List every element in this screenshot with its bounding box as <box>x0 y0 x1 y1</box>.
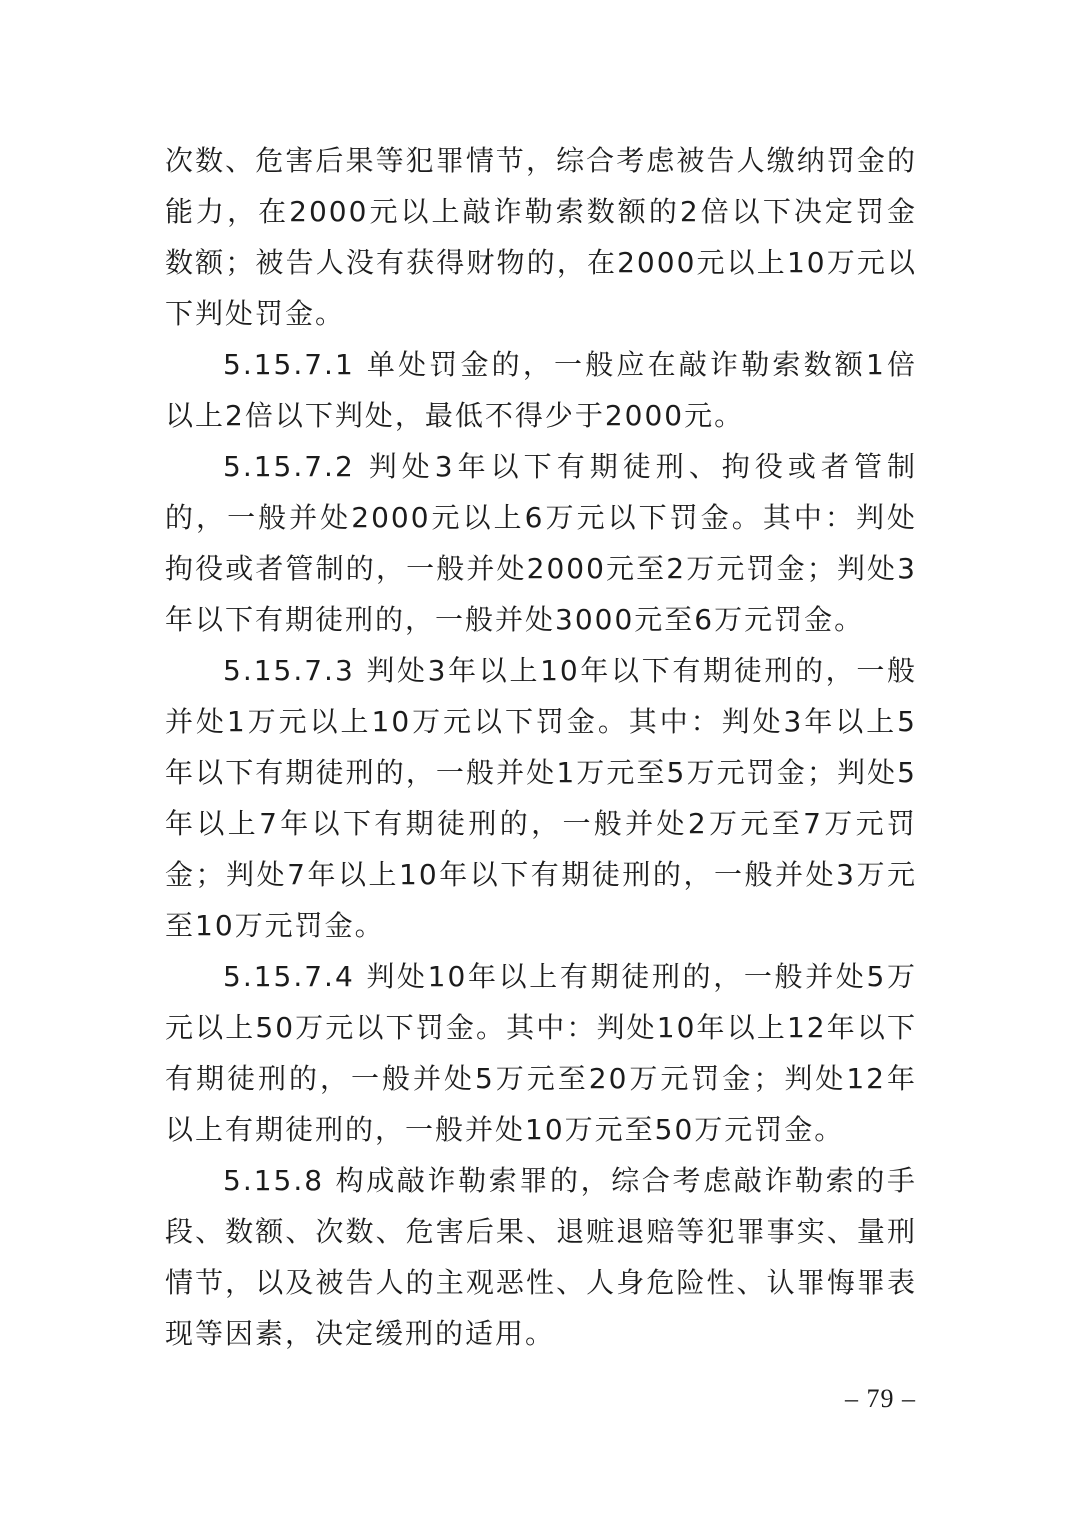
paragraph-5-15-7-3: 5.15.7.3 判处3年以上10年以下有期徒刑的，一般并处1万元以上10万元以下罚金。其中：判处3年以上5年以下有期徒刑的，一般并处1万元至5万元罚金；判处5年以上7年以下有期徒刑的，一般并处2万元至7万元罚金；判处7年以上10年以下有期徒刑的，一般并处3万元至10万元罚金。 <box>165 654 917 942</box>
paragraph-5-15-7-2: 5.15.7.2 判处3年以下有期徒刑、拘役或者管制的，一般并处2000元以上6万元以下罚金。其中：判处拘役或者管制的，一般并处2000元至2万元罚金；判处3年以下有期徒刑的，一般并处3000元至6万元罚金。 <box>165 450 917 636</box>
paragraph-5-15-7-4: 5.15.7.4 判处10年以上有期徒刑的，一般并处5万元以上50万元以下罚金。其中：判处10年以上12年以下有期徒刑的，一般并处5万元至20万元罚金；判处12年以上有期徒刑的，一般并处10万元至50万元罚金。 <box>165 960 917 1146</box>
paragraph-continuation: 次数、危害后果等犯罪情节，综合考虑被告人缴纳罚金的能力，在2000元以上敲诈勒索数额的2倍以下决定罚金数额；被告人没有获得财物的，在2000元以上10万元以下判处罚金。 <box>165 144 917 330</box>
body-text <box>165 135 917 1359</box>
page-number: – 79 – <box>845 1384 916 1413</box>
paragraph-5-15-8: 5.15.8 构成敲诈勒索罪的，综合考虑敲诈勒索的手段、数额、次数、危害后果、退赃退赔等犯罪事实、量刑情节，以及被告人的主观恶性、人身危险性、认罪悔罪表现等因素，决定缓刑的适用。 <box>165 1164 917 1350</box>
paragraph-5-15-7-1: 5.15.7.1 单处罚金的，一般应在敲诈勒索数额1倍以上2倍以下判处，最低不得少于2000元。 <box>165 348 917 432</box>
